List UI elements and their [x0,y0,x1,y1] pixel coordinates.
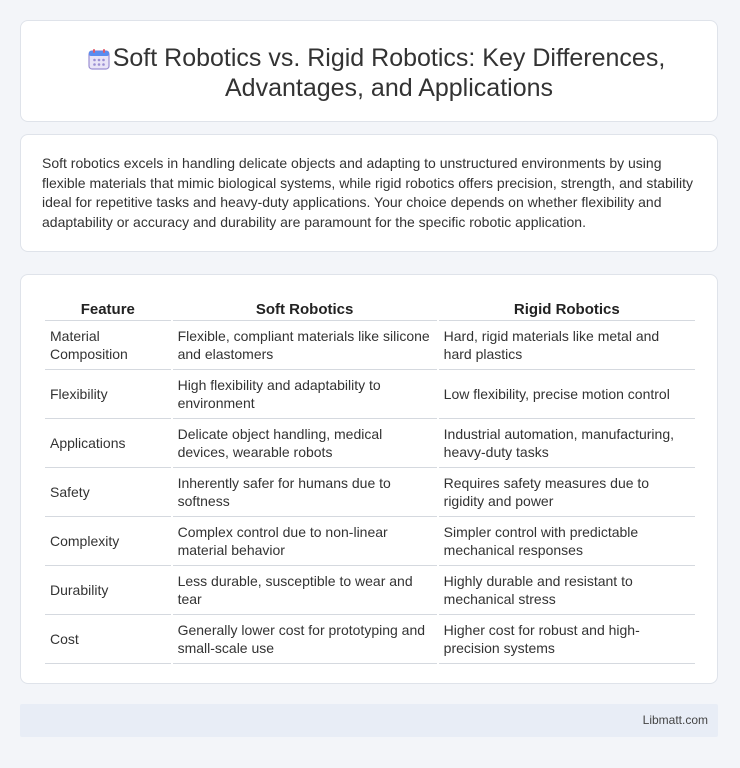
table-row [45,419,695,468]
table-row [45,321,695,370]
feature-cell: Durability [45,566,171,615]
table-row [45,566,695,615]
comparison-table [43,297,697,664]
feature-cell: Applications [45,419,171,468]
feature-cell: Safety [45,468,171,517]
column-header-feature: Feature [45,297,171,321]
feature-cell: Flexibility [45,370,171,419]
soft-robotics-cell: Generally lower cost for prototyping and small-scale use [173,615,437,664]
footer-brand-link[interactable]: Libmatt.com [642,713,708,727]
soft-robotics-cell: Less durable, susceptible to wear and tear [173,566,437,615]
table-row [45,615,695,664]
title-card [20,20,718,122]
table-header-row [45,297,695,321]
rigid-robotics-cell: Industrial automation, manufacturing, heavy-duty tasks [439,419,695,468]
rigid-robotics-cell: Hard, rigid materials like metal and hard plastics [439,321,695,370]
summary-text: Soft robotics excels in handling delicate objects and adapting to unstructured environments by using flexible materials that mimic biological systems, while rigid robotics offers precision, strength, and stability ideal for repetitive tasks and heavy-duty applications. Your choice depends on whether flexibility and adaptability or accuracy and durability are paramount for the specific robotic application. [42,155,694,230]
column-header-soft-robotics: Soft Robotics [173,297,437,321]
soft-robotics-cell: Inherently safer for humans due to softness [173,468,437,517]
rigid-robotics-cell: Simpler control with predictable mechanical responses [439,517,695,566]
column-header-rigid-robotics: Rigid Robotics [439,297,695,321]
soft-robotics-cell: Complex control due to non-linear material behavior [173,517,437,566]
soft-robotics-cell: High flexibility and adaptability to environment [173,370,437,419]
rigid-robotics-cell: Requires safety measures due to rigidity and power [439,468,695,517]
page-title: Soft Robotics vs. Rigid Robotics: Key Differences, Advantages, and Applications [112,44,666,102]
comparison-card [20,274,718,684]
soft-robotics-cell: Delicate object handling, medical devices, wearable robots [173,419,437,468]
summary-card [20,134,718,252]
table-row [45,370,695,419]
table-row [45,517,695,566]
table-row [45,468,695,517]
footer-bar [20,704,718,737]
feature-cell: Material Composition [45,321,171,370]
rigid-robotics-cell: Low flexibility, precise motion control [439,370,695,419]
rigid-robotics-cell: Higher cost for robust and high-precision systems [439,615,695,664]
feature-cell: Complexity [45,517,171,566]
feature-cell: Cost [45,615,171,664]
soft-robotics-cell: Flexible, compliant materials like silicone and elastomers [173,321,437,370]
rigid-robotics-cell: Highly durable and resistant to mechanical stress [439,566,695,615]
